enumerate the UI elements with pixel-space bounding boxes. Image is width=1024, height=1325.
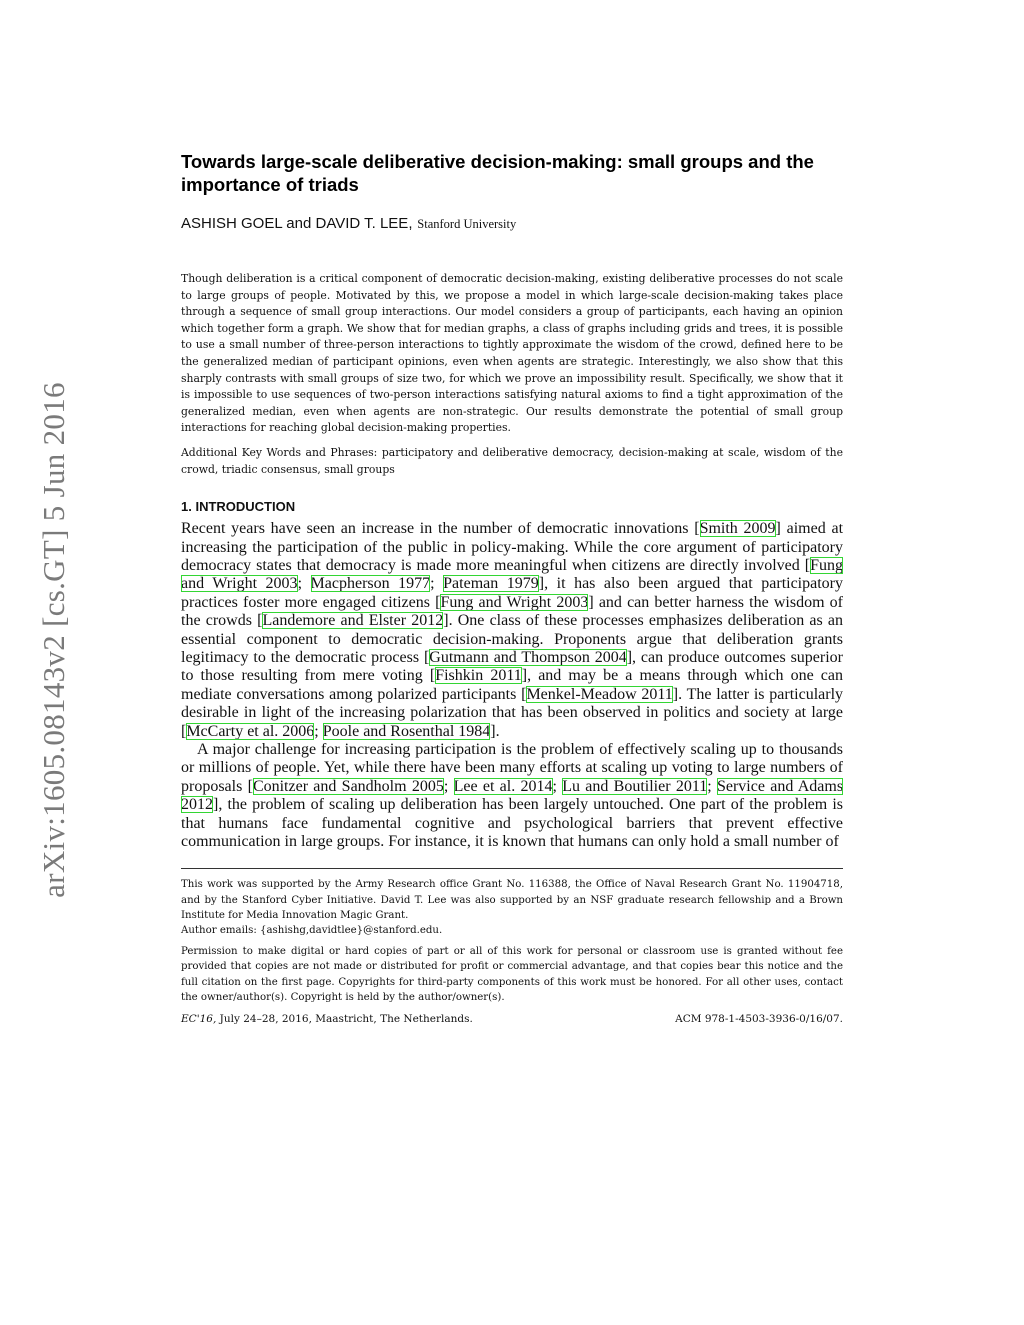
citation-link[interactable]: Fishkin 2011	[435, 667, 522, 685]
acm-identifier: ACM 978-1-4503-3936-0/16/07.	[675, 1013, 843, 1026]
section-heading: 1. INTRODUCTION	[181, 499, 296, 515]
footnote-emails: Author emails: {ashishg,davidtlee}@stanford.edu.	[181, 925, 443, 937]
intro-paragraph-2: A major challenge for increasing participation is the problem of effectively scaling up to thousands or millions of people. Yet, while there have been many efforts at scaling up voting to large numbers of proposals [Conitzer and Sandholm 2005; Lee et al. 2014; Lu and Boutilier 2011; Service and Adams 2012], the problem of scaling up deliberation has been largely untouched. One part of the problem is that humans face fundamental cognitive and psychological barriers that prevent effective communication in large groups. For instance, it is known that humans can only hold a small number of	[181, 741, 844, 851]
citation-link[interactable]: Lu and Boutilier 2011	[562, 777, 708, 795]
citation-link[interactable]: Conitzer and Sandholm 2005	[252, 777, 444, 795]
footnote-divider	[181, 868, 843, 869]
citation-link[interactable]: McCarty et al. 2006	[186, 722, 315, 740]
citation-link[interactable]: Landemore and Elster 2012	[262, 612, 444, 630]
citation-link[interactable]: Poole and Rosenthal 1984	[322, 722, 491, 740]
paper-page	[181, 150, 843, 1025]
citation-link[interactable]: Gutmann and Thompson 2004	[429, 648, 627, 666]
citation-link[interactable]: Service and Adams 2012	[181, 777, 844, 814]
arxiv-identifier: arXiv:1605.08143v2 [cs.GT] 5 Jun 2016	[36, 382, 71, 898]
citation-link[interactable]: Menkel-Meadow 2011	[526, 685, 673, 703]
citation-link[interactable]: Macpherson 1977	[310, 575, 431, 593]
author-affiliation: Stanford University	[417, 217, 517, 231]
paper-title: Towards large-scale deliberative decision-making: small groups and the importance of triads	[181, 151, 814, 195]
citation-link[interactable]: Fung and Wright 2003	[440, 593, 589, 611]
footnote-support: This work was supported by the Army Research office Grant No. 116388, the Office of Naval Research Grant No. 11904718, and by the Stanford Cyber Initiative. David T. Lee was also supported by an NSF graduate research fellowship and a Brown Institute for Media Innovation Magic Grant.	[181, 879, 843, 921]
citation-link[interactable]: Pateman 1979	[443, 575, 539, 593]
intro-paragraph-1: Recent years have seen an increase in the number of democratic innovations [Smith 2009] aimed at increasing the participation of the public in policy-making. While the core argument of participatory democracy states that democracy is made more meaningful when citizens are directly involved [Fung and Wright 2003; Macpherson 1977; Pateman 1979], it has also been argued that participatory practices foster more engaged citizens [Fung and Wright 2003] and can better harness the wisdom of the crowds [Landemore and Elster 2012]. One class of these processes emphasizes deliberation as an essential component to democratic decision-making. Proponents argue that deliberation grants legitimacy to the democratic process [Gutmann and Thompson 2004], can produce outcomes superior to those resulting from mere voting [Fishkin 2011], and may be a means through which one can mediate conversations among polarized participants [Menkel-Meadow 2011]. The latter is particularly desirable in light of the increasing polarization that has been observed in politics and society at large [McCarty et al. 2006; Poole and Rosenthal 1984].	[181, 520, 844, 740]
citation-link[interactable]: Smith 2009	[699, 520, 776, 538]
abstract: Though deliberation is a critical component of democratic decision-making, existing deliberative processes do not scale to large groups of people. Motivated by this, we propose a model in which large-scale decision-making takes place through a sequence of small group interactions. Our model considers a group of participants, each having an opinion which together form a graph. We show that for median graphs, a class of graphs including grids and trees, it is possible to use a small number of three-person interactions to tightly approximate the wisdom of the crowd, defined here to be the generalized median of participant opinions, even when agents are strategic. Interestingly, we also show that this sharply contrasts with small groups of size two, for which we prove an impossibility result. Specifically, we show that it is impossible to use sequences of two-person interactions satisfying natural axioms to find a tight approximation of the generalized median, even when agents are non-strategic. Our results demonstrate the potential of small group interactions for reaching global decision-making properties.	[181, 272, 843, 435]
keywords: Additional Key Words and Phrases: participatory and deliberative democracy, decision-making at scale, wisdom of the crowd, triadic consensus, small groups	[181, 445, 843, 476]
conference-info: EC'16, July 24–28, 2016, Maastricht, The Netherlands.	[181, 1013, 473, 1026]
footnotes	[181, 877, 843, 1025]
footnote-permission: Permission to make digital or hard copies of part or all of this work for personal or classroom use is granted without fee provided that copies are not made or distributed for profit or commercial advantage, and that copies bear this notice and the full citation on the first page. Copyrights for third-party components of this work must be honored. For all other uses, contact the owner/author(s). Copyright is held by the author/owner(s).	[181, 946, 843, 1003]
author-names: ASHISH GOEL and DAVID T. LEE,	[181, 215, 413, 232]
author-line	[181, 214, 843, 232]
citation-link[interactable]: Lee et al. 2014	[453, 777, 553, 795]
citation-link[interactable]: Fung and Wright 2003	[181, 556, 843, 593]
conference-line	[181, 1013, 843, 1025]
